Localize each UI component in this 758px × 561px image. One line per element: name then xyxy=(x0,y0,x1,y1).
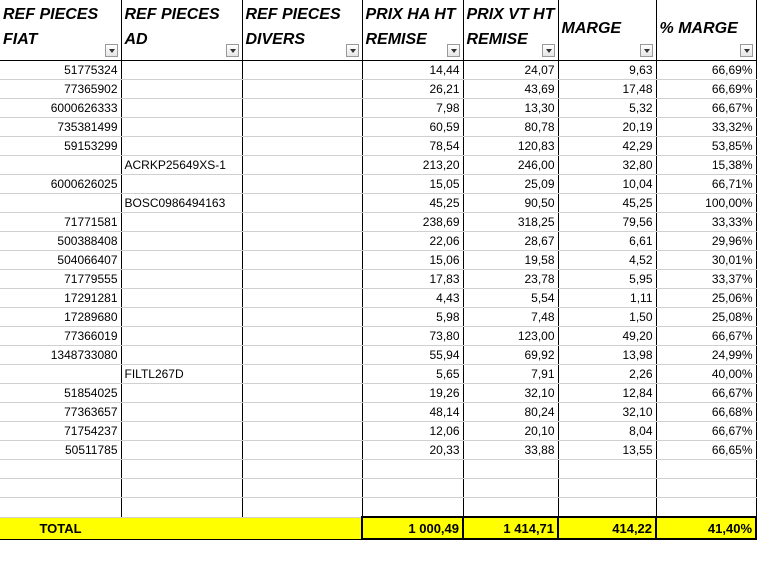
cell-ref-fiat[interactable]: 500388408 xyxy=(0,232,121,251)
cell-pct-marge[interactable]: 30,01% xyxy=(656,251,756,270)
empty-cell[interactable] xyxy=(242,498,362,518)
cell-prix-ha[interactable]: 45,25 xyxy=(362,194,463,213)
header-label-1: REF PIECES xyxy=(3,6,99,23)
cell-ref-ad[interactable] xyxy=(121,175,242,194)
table-row xyxy=(0,194,756,213)
cell-prix-ha[interactable]: 213,20 xyxy=(362,156,463,175)
header-label-1: PRIX HA HT xyxy=(365,6,456,23)
cell-prix-vt[interactable]: 20,10 xyxy=(463,422,558,441)
cell-prix-vt[interactable]: 69,92 xyxy=(463,346,558,365)
cell-prix-vt[interactable]: 7,91 xyxy=(463,365,558,384)
table-row xyxy=(0,175,756,194)
cell-marge[interactable]: 1,50 xyxy=(558,308,656,327)
cell-prix-ha[interactable]: 238,69 xyxy=(362,213,463,232)
cell-ref-fiat[interactable]: 17289680 xyxy=(0,308,121,327)
cell-pct-marge[interactable]: 66,67% xyxy=(656,422,756,441)
empty-cell[interactable] xyxy=(242,460,362,479)
cell-ref-ad[interactable] xyxy=(121,327,242,346)
cell-ref-divers[interactable] xyxy=(242,118,362,137)
cell-pct-marge[interactable]: 66,68% xyxy=(656,403,756,422)
cell-prix-ha[interactable]: 5,98 xyxy=(362,308,463,327)
total-empty-cell[interactable] xyxy=(242,517,362,539)
cell-pct-marge[interactable]: 66,67% xyxy=(656,384,756,403)
cell-ref-ad[interactable] xyxy=(121,270,242,289)
cell-pct-marge[interactable]: 33,33% xyxy=(656,213,756,232)
cell-marge[interactable]: 17,48 xyxy=(558,80,656,99)
cell-ref-divers[interactable] xyxy=(242,232,362,251)
cell-ref-divers[interactable] xyxy=(242,61,362,80)
cell-prix-ha[interactable]: 20,33 xyxy=(362,441,463,460)
empty-cell[interactable] xyxy=(558,498,656,518)
cell-ref-divers[interactable] xyxy=(242,175,362,194)
cell-ref-ad[interactable]: BOSC0986494163 xyxy=(121,194,242,213)
cell-ref-fiat[interactable]: 6000626333 xyxy=(0,99,121,118)
table-row xyxy=(0,61,756,80)
cell-marge[interactable]: 5,95 xyxy=(558,270,656,289)
cell-ref-ad[interactable] xyxy=(121,346,242,365)
empty-cell[interactable] xyxy=(121,460,242,479)
header-label-1: MARGE xyxy=(561,20,622,37)
cell-ref-ad[interactable]: FILTL267D xyxy=(121,365,242,384)
cell-prix-ha[interactable]: 78,54 xyxy=(362,137,463,156)
cell-prix-vt[interactable]: 246,00 xyxy=(463,156,558,175)
cell-ref-fiat[interactable]: 50511785 xyxy=(0,441,121,460)
cell-ref-fiat[interactable]: 77366019 xyxy=(0,327,121,346)
cell-ref-ad[interactable] xyxy=(121,137,242,156)
cell-ref-fiat[interactable]: 17291281 xyxy=(0,289,121,308)
table-row xyxy=(0,270,756,289)
empty-row xyxy=(0,460,756,479)
cell-ref-ad[interactable] xyxy=(121,118,242,137)
cell-marge[interactable]: 13,98 xyxy=(558,346,656,365)
cell-ref-fiat[interactable] xyxy=(0,156,121,175)
header-ref-ad xyxy=(121,0,242,61)
cell-prix-vt[interactable]: 32,10 xyxy=(463,384,558,403)
filter-dropdown-icon[interactable] xyxy=(447,44,460,57)
total-marge[interactable]: 414,22 xyxy=(558,517,656,539)
cell-ref-ad[interactable] xyxy=(121,422,242,441)
cell-marge[interactable]: 32,10 xyxy=(558,403,656,422)
cell-ref-fiat[interactable]: 59153299 xyxy=(0,137,121,156)
cell-pct-marge[interactable]: 53,85% xyxy=(656,137,756,156)
cell-prix-ha[interactable]: 4,43 xyxy=(362,289,463,308)
cell-ref-ad[interactable] xyxy=(121,251,242,270)
cell-prix-vt[interactable]: 5,54 xyxy=(463,289,558,308)
filter-dropdown-icon[interactable] xyxy=(542,44,555,57)
cell-ref-ad[interactable] xyxy=(121,403,242,422)
empty-cell[interactable] xyxy=(362,460,463,479)
empty-cell[interactable] xyxy=(656,479,756,498)
cell-prix-vt[interactable]: 80,78 xyxy=(463,118,558,137)
filter-dropdown-icon[interactable] xyxy=(640,44,653,57)
cell-ref-ad[interactable] xyxy=(121,232,242,251)
cell-pct-marge[interactable]: 24,99% xyxy=(656,346,756,365)
total-prix-ha[interactable]: 1 000,49 xyxy=(362,517,463,539)
cell-ref-divers[interactable] xyxy=(242,137,362,156)
filter-dropdown-icon[interactable] xyxy=(740,44,753,57)
cell-prix-ha[interactable]: 19,26 xyxy=(362,384,463,403)
empty-cell[interactable] xyxy=(121,498,242,518)
cell-marge[interactable]: 42,29 xyxy=(558,137,656,156)
cell-marge[interactable]: 13,55 xyxy=(558,441,656,460)
empty-cell[interactable] xyxy=(656,498,756,518)
cell-ref-ad[interactable] xyxy=(121,99,242,118)
cell-ref-ad[interactable] xyxy=(121,61,242,80)
cell-prix-vt[interactable]: 80,24 xyxy=(463,403,558,422)
cell-ref-fiat[interactable] xyxy=(0,194,121,213)
table-row xyxy=(0,118,756,137)
cell-prix-ha[interactable]: 26,21 xyxy=(362,80,463,99)
cell-prix-vt[interactable]: 120,83 xyxy=(463,137,558,156)
cell-ref-fiat[interactable]: 71771581 xyxy=(0,213,121,232)
header-label-2: REMISE xyxy=(466,31,528,48)
cell-prix-ha[interactable]: 60,59 xyxy=(362,118,463,137)
cell-pct-marge[interactable]: 100,00% xyxy=(656,194,756,213)
cell-ref-ad[interactable] xyxy=(121,308,242,327)
cell-ref-fiat[interactable]: 77365902 xyxy=(0,80,121,99)
cell-ref-fiat[interactable]: 77363657 xyxy=(0,403,121,422)
cell-prix-ha[interactable]: 55,94 xyxy=(362,346,463,365)
cell-marge[interactable]: 10,04 xyxy=(558,175,656,194)
cell-pct-marge[interactable]: 40,00% xyxy=(656,365,756,384)
table-row xyxy=(0,441,756,460)
header-label-1: REF PIECES xyxy=(245,6,341,23)
cell-marge[interactable]: 79,56 xyxy=(558,213,656,232)
header-row xyxy=(0,0,756,61)
empty-cell[interactable] xyxy=(463,479,558,498)
cell-marge[interactable]: 4,52 xyxy=(558,251,656,270)
table-row xyxy=(0,308,756,327)
cell-ref-fiat[interactable]: 735381499 xyxy=(0,118,121,137)
cell-ref-divers[interactable] xyxy=(242,213,362,232)
cell-marge[interactable]: 9,63 xyxy=(558,61,656,80)
empty-cell[interactable] xyxy=(121,479,242,498)
cell-pct-marge[interactable]: 66,67% xyxy=(656,327,756,346)
table-row xyxy=(0,422,756,441)
cell-ref-fiat[interactable] xyxy=(0,365,121,384)
table-row xyxy=(0,213,756,232)
cell-pct-marge[interactable]: 15,38% xyxy=(656,156,756,175)
header-label-2: FIAT xyxy=(3,31,38,48)
cell-marge[interactable]: 20,19 xyxy=(558,118,656,137)
cell-ref-divers[interactable] xyxy=(242,441,362,460)
cell-ref-divers[interactable] xyxy=(242,422,362,441)
cell-prix-vt[interactable]: 13,30 xyxy=(463,99,558,118)
cell-prix-vt[interactable]: 7,48 xyxy=(463,308,558,327)
cell-ref-divers[interactable] xyxy=(242,99,362,118)
cell-ref-ad[interactable] xyxy=(121,384,242,403)
empty-row xyxy=(0,479,756,498)
cell-ref-fiat[interactable]: 51775324 xyxy=(0,61,121,80)
cell-pct-marge[interactable]: 66,65% xyxy=(656,441,756,460)
cell-pct-marge[interactable]: 66,69% xyxy=(656,80,756,99)
cell-ref-fiat[interactable]: 504066407 xyxy=(0,251,121,270)
cell-prix-vt[interactable]: 43,69 xyxy=(463,80,558,99)
cell-marge[interactable]: 8,04 xyxy=(558,422,656,441)
cell-prix-ha[interactable]: 7,98 xyxy=(362,99,463,118)
cell-prix-vt[interactable]: 23,78 xyxy=(463,270,558,289)
cell-ref-divers[interactable] xyxy=(242,403,362,422)
filter-dropdown-icon[interactable] xyxy=(346,44,359,57)
cell-prix-vt[interactable]: 24,07 xyxy=(463,61,558,80)
table-row xyxy=(0,365,756,384)
header-ref-divers xyxy=(242,0,362,61)
header-marge xyxy=(558,0,656,61)
cell-ref-ad[interactable] xyxy=(121,441,242,460)
table-row xyxy=(0,403,756,422)
cell-prix-ha[interactable]: 15,05 xyxy=(362,175,463,194)
cell-ref-divers[interactable] xyxy=(242,156,362,175)
cell-marge[interactable]: 45,25 xyxy=(558,194,656,213)
cell-pct-marge[interactable]: 29,96% xyxy=(656,232,756,251)
cell-pct-marge[interactable]: 25,08% xyxy=(656,308,756,327)
cell-ref-fiat[interactable]: 1348733080 xyxy=(0,346,121,365)
header-label-1: PRIX VT HT xyxy=(466,6,555,23)
empty-cell[interactable] xyxy=(362,498,463,518)
cell-prix-vt[interactable]: 318,25 xyxy=(463,213,558,232)
cell-ref-divers[interactable] xyxy=(242,346,362,365)
cell-marge[interactable]: 6,61 xyxy=(558,232,656,251)
cell-marge[interactable]: 1,11 xyxy=(558,289,656,308)
cell-ref-ad[interactable] xyxy=(121,80,242,99)
table-row xyxy=(0,137,756,156)
cell-ref-fiat[interactable]: 71754237 xyxy=(0,422,121,441)
table-row xyxy=(0,384,756,403)
cell-ref-divers[interactable] xyxy=(242,308,362,327)
header-ref-fiat xyxy=(0,0,121,61)
cell-ref-divers[interactable] xyxy=(242,251,362,270)
header-label-2: REMISE xyxy=(365,31,427,48)
empty-cell[interactable] xyxy=(0,460,121,479)
empty-row xyxy=(0,498,756,518)
cell-ref-fiat[interactable]: 71779555 xyxy=(0,270,121,289)
cell-ref-ad[interactable] xyxy=(121,289,242,308)
table-row xyxy=(0,156,756,175)
cell-prix-ha[interactable]: 5,65 xyxy=(362,365,463,384)
empty-cell[interactable] xyxy=(362,479,463,498)
cell-prix-ha[interactable]: 22,06 xyxy=(362,232,463,251)
cell-prix-ha[interactable]: 17,83 xyxy=(362,270,463,289)
header-pct-marge xyxy=(656,0,756,61)
empty-cell[interactable] xyxy=(463,460,558,479)
cell-ref-divers[interactable] xyxy=(242,365,362,384)
cell-marge[interactable]: 5,32 xyxy=(558,99,656,118)
table-row xyxy=(0,80,756,99)
table-row xyxy=(0,232,756,251)
cell-pct-marge[interactable]: 25,06% xyxy=(656,289,756,308)
cell-prix-vt[interactable]: 33,88 xyxy=(463,441,558,460)
table-row xyxy=(0,251,756,270)
header-prix-vt xyxy=(463,0,558,61)
cell-ref-divers[interactable] xyxy=(242,384,362,403)
empty-cell[interactable] xyxy=(558,479,656,498)
cell-ref-fiat[interactable]: 6000626025 xyxy=(0,175,121,194)
empty-cell[interactable] xyxy=(656,460,756,479)
total-prix-vt[interactable]: 1 414,71 xyxy=(463,517,558,539)
filter-dropdown-icon[interactable] xyxy=(105,44,118,57)
table-row xyxy=(0,289,756,308)
table-row xyxy=(0,346,756,365)
cell-marge[interactable]: 32,80 xyxy=(558,156,656,175)
cell-ref-fiat[interactable]: 51854025 xyxy=(0,384,121,403)
cell-prix-ha[interactable]: 14,44 xyxy=(362,61,463,80)
header-label-1: REF PIECES xyxy=(124,6,220,23)
total-empty-cell[interactable] xyxy=(121,517,242,539)
total-label: TOTAL xyxy=(0,517,121,539)
cell-pct-marge[interactable]: 33,37% xyxy=(656,270,756,289)
cell-ref-ad[interactable]: ACRKP25649XS-1 xyxy=(121,156,242,175)
cell-prix-vt[interactable]: 19,58 xyxy=(463,251,558,270)
cell-pct-marge[interactable]: 66,71% xyxy=(656,175,756,194)
cell-marge[interactable]: 49,20 xyxy=(558,327,656,346)
empty-cell[interactable] xyxy=(0,498,121,518)
header-prix-ha xyxy=(362,0,463,61)
cell-prix-ha[interactable]: 15,06 xyxy=(362,251,463,270)
header-label-2: AD xyxy=(124,31,148,48)
cell-marge[interactable]: 12,84 xyxy=(558,384,656,403)
cell-pct-marge[interactable]: 66,67% xyxy=(656,99,756,118)
empty-cell[interactable] xyxy=(0,479,121,498)
cell-prix-ha[interactable]: 73,80 xyxy=(362,327,463,346)
cell-prix-vt[interactable]: 25,09 xyxy=(463,175,558,194)
cell-ref-divers[interactable] xyxy=(242,289,362,308)
cell-pct-marge[interactable]: 66,69% xyxy=(656,61,756,80)
cell-prix-vt[interactable]: 90,50 xyxy=(463,194,558,213)
cell-ref-divers[interactable] xyxy=(242,80,362,99)
filter-dropdown-icon[interactable] xyxy=(226,44,239,57)
header-label-1: % MARGE xyxy=(659,20,738,37)
cell-ref-ad[interactable] xyxy=(121,213,242,232)
cell-marge[interactable]: 2,26 xyxy=(558,365,656,384)
cell-ref-divers[interactable] xyxy=(242,270,362,289)
cell-ref-divers[interactable] xyxy=(242,194,362,213)
table-row xyxy=(0,99,756,118)
cell-prix-ha[interactable]: 12,06 xyxy=(362,422,463,441)
cell-prix-ha[interactable]: 48,14 xyxy=(362,403,463,422)
total-row xyxy=(0,517,756,539)
empty-cell[interactable] xyxy=(558,460,656,479)
empty-cell[interactable] xyxy=(242,479,362,498)
cell-prix-vt[interactable]: 28,67 xyxy=(463,232,558,251)
cell-pct-marge[interactable]: 33,32% xyxy=(656,118,756,137)
table-row xyxy=(0,327,756,346)
total-pct-marge[interactable]: 41,40% xyxy=(656,517,756,539)
cell-ref-divers[interactable] xyxy=(242,327,362,346)
header-label-2: DIVERS xyxy=(245,31,306,48)
cell-prix-vt[interactable]: 123,00 xyxy=(463,327,558,346)
empty-cell[interactable] xyxy=(463,498,558,518)
